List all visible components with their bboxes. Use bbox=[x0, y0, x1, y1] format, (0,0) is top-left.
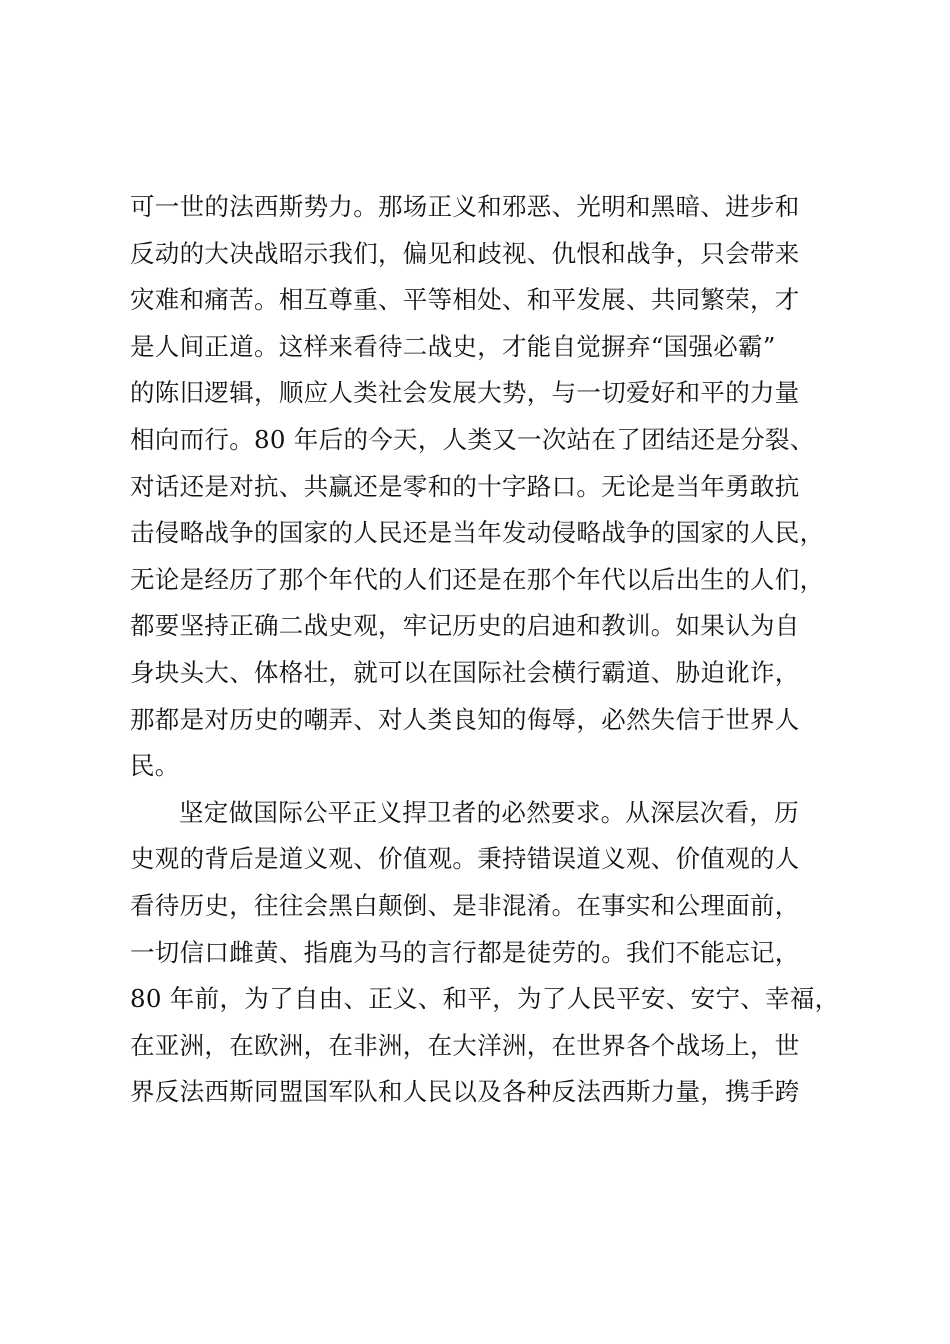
text-line: 一切信口雌黄、指鹿为马的言行都是徒劳的。我们不能忘记， bbox=[130, 937, 800, 967]
text-line: 击侵略战争的国家的人民还是当年发动侵略战争的国家的人民， bbox=[130, 518, 825, 548]
text-line: 史观的背后是道义观、价值观。秉持错误道义观、价值观的人 bbox=[130, 844, 800, 874]
text-line: 在亚洲，在欧洲，在非洲，在大洋洲，在世界各个战场上，世 bbox=[130, 1030, 800, 1060]
text-line: 身块头大、体格壮，就可以在国际社会横行霸道、胁迫讹诈， bbox=[130, 657, 800, 687]
text-line: 界反法西斯同盟国军队和人民以及各种反法西斯力量，携手跨 bbox=[130, 1077, 800, 1107]
text-line: 相向而行。80 年后的今天，人类又一次站在了团结还是分裂、 bbox=[130, 424, 815, 454]
text-line: 民。 bbox=[130, 751, 180, 781]
body-text bbox=[130, 184, 840, 1116]
text-line: 都要坚持正确二战史观，牢记历史的启迪和教训。如果认为自 bbox=[130, 611, 800, 641]
text-line: 可一世的法西斯势力。那场正义和邪恶、光明和黑暗、进步和 bbox=[130, 192, 800, 221]
text-line: 灾难和痛苦。相互尊重、平等相处、和平发展、共同繁荣，才 bbox=[130, 285, 800, 315]
paragraph-2 bbox=[130, 790, 840, 1116]
text-line: 看待历史，往往会黑白颠倒、是非混淆。在事实和公理面前， bbox=[130, 890, 800, 920]
text-line: 是人间正道。这样来看待二战史，才能自觉摒弃“国强必霸” bbox=[130, 331, 776, 361]
text-line: 对话还是对抗、共赢还是零和的十字路口。无论是当年勇敢抗 bbox=[130, 471, 800, 501]
text-line: 那都是对历史的嘲弄、对人类良知的侮辱，必然失信于世界人 bbox=[130, 704, 800, 734]
text-line-first: 坚定做国际公平正义捍卫者的必然要求。从深层次看，历 bbox=[179, 797, 799, 827]
text-line: 80 年前，为了自由、正义、和平，为了人民平安、安宁、幸福， bbox=[130, 984, 840, 1014]
text-line: 无论是经历了那个年代的人们还是在那个年代以后出生的人们， bbox=[130, 564, 825, 594]
text-line: 反动的大决战昭示我们，偏见和歧视、仇恨和战争，只会带来 bbox=[130, 238, 800, 268]
text-line: 的陈旧逻辑，顺应人类社会发展大势，与一切爱好和平的力量 bbox=[130, 378, 800, 408]
paragraph-1 bbox=[130, 184, 830, 790]
